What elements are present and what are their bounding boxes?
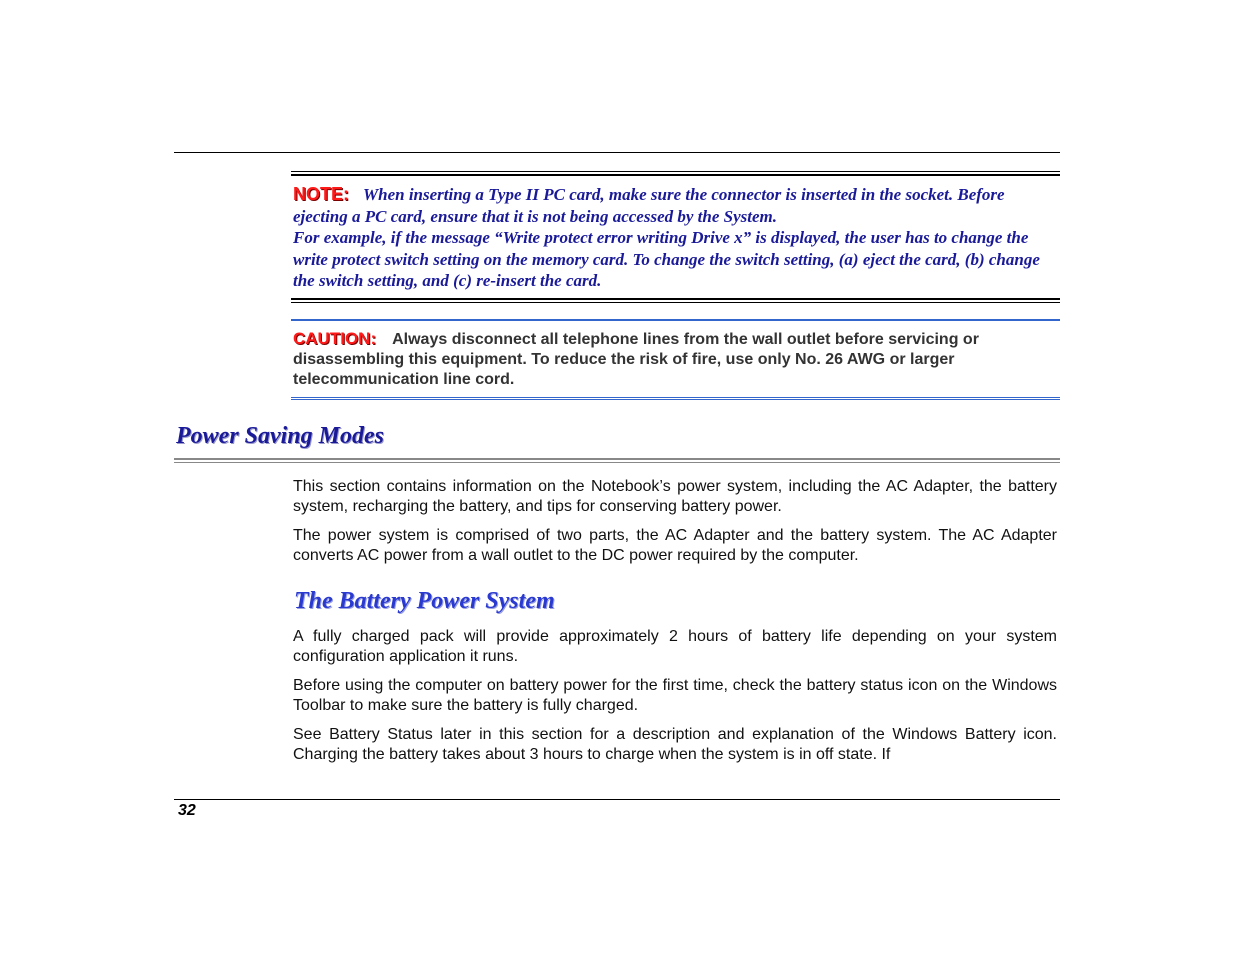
subsection-paragraph-1: A fully charged pack will provide approximately 2 hours of battery life depending on your system configuration application it runs. xyxy=(293,628,1057,665)
subsection-paragraph-3: See Battery Status later in this section for a description and explanation of the Windows Battery icon. Charging the battery takes about 3 hours to charge when the system is in off state. If xyxy=(293,726,1057,763)
caution-body xyxy=(291,322,1060,390)
section-paragraph-2: The power system is comprised of two parts, the AC Adapter and the battery system. The AC Adapter converts AC power from a wall outlet to the DC power required by the computer. xyxy=(293,527,1057,564)
note-bottom-rule xyxy=(291,298,1060,303)
note-text-1: When inserting a Type II PC card, make sure the connector is inserted in the socket. Before ejecting a PC card, ensure that it is not being accessed by the System. xyxy=(293,185,1005,226)
caution-box xyxy=(291,319,1060,400)
note-text-2: For example, if the message “Write protect error writing Drive x” is displayed, the user has to change the write protect switch setting on the memory card. To change the switch setting, (a) eject the card, (b) change the switch setting, and (c) re-insert the card. xyxy=(293,228,1040,291)
subsection-heading: The Battery Power System xyxy=(294,588,555,614)
footer-rule xyxy=(174,799,1060,800)
subsection-paragraph-2: Before using the computer on battery power for the first time, check the battery status icon on the Windows Toolbar to make sure the battery is fully charged. xyxy=(293,677,1057,714)
note-box xyxy=(291,171,1060,303)
caution-bottom-rule xyxy=(291,397,1060,400)
header-rule xyxy=(174,152,1060,153)
section-paragraph-1: This section contains information on the Notebook’s power system, including the AC Adapter, the battery system, recharging the battery, and tips for conserving battery power. xyxy=(293,478,1057,515)
page-number: 32 xyxy=(178,802,196,819)
note-body xyxy=(291,176,1060,292)
section-heading-rule xyxy=(174,458,1060,463)
caution-label: CAUTION: xyxy=(293,329,377,348)
note-label: NOTE: xyxy=(293,184,349,204)
caution-text: Always disconnect all telephone lines from the wall outlet before servicing or disassembling this equipment. To reduce the risk of fire, use only No. 26 AWG or larger telecommunication line cord. xyxy=(293,331,979,388)
section-heading: Power Saving Modes xyxy=(176,423,385,449)
